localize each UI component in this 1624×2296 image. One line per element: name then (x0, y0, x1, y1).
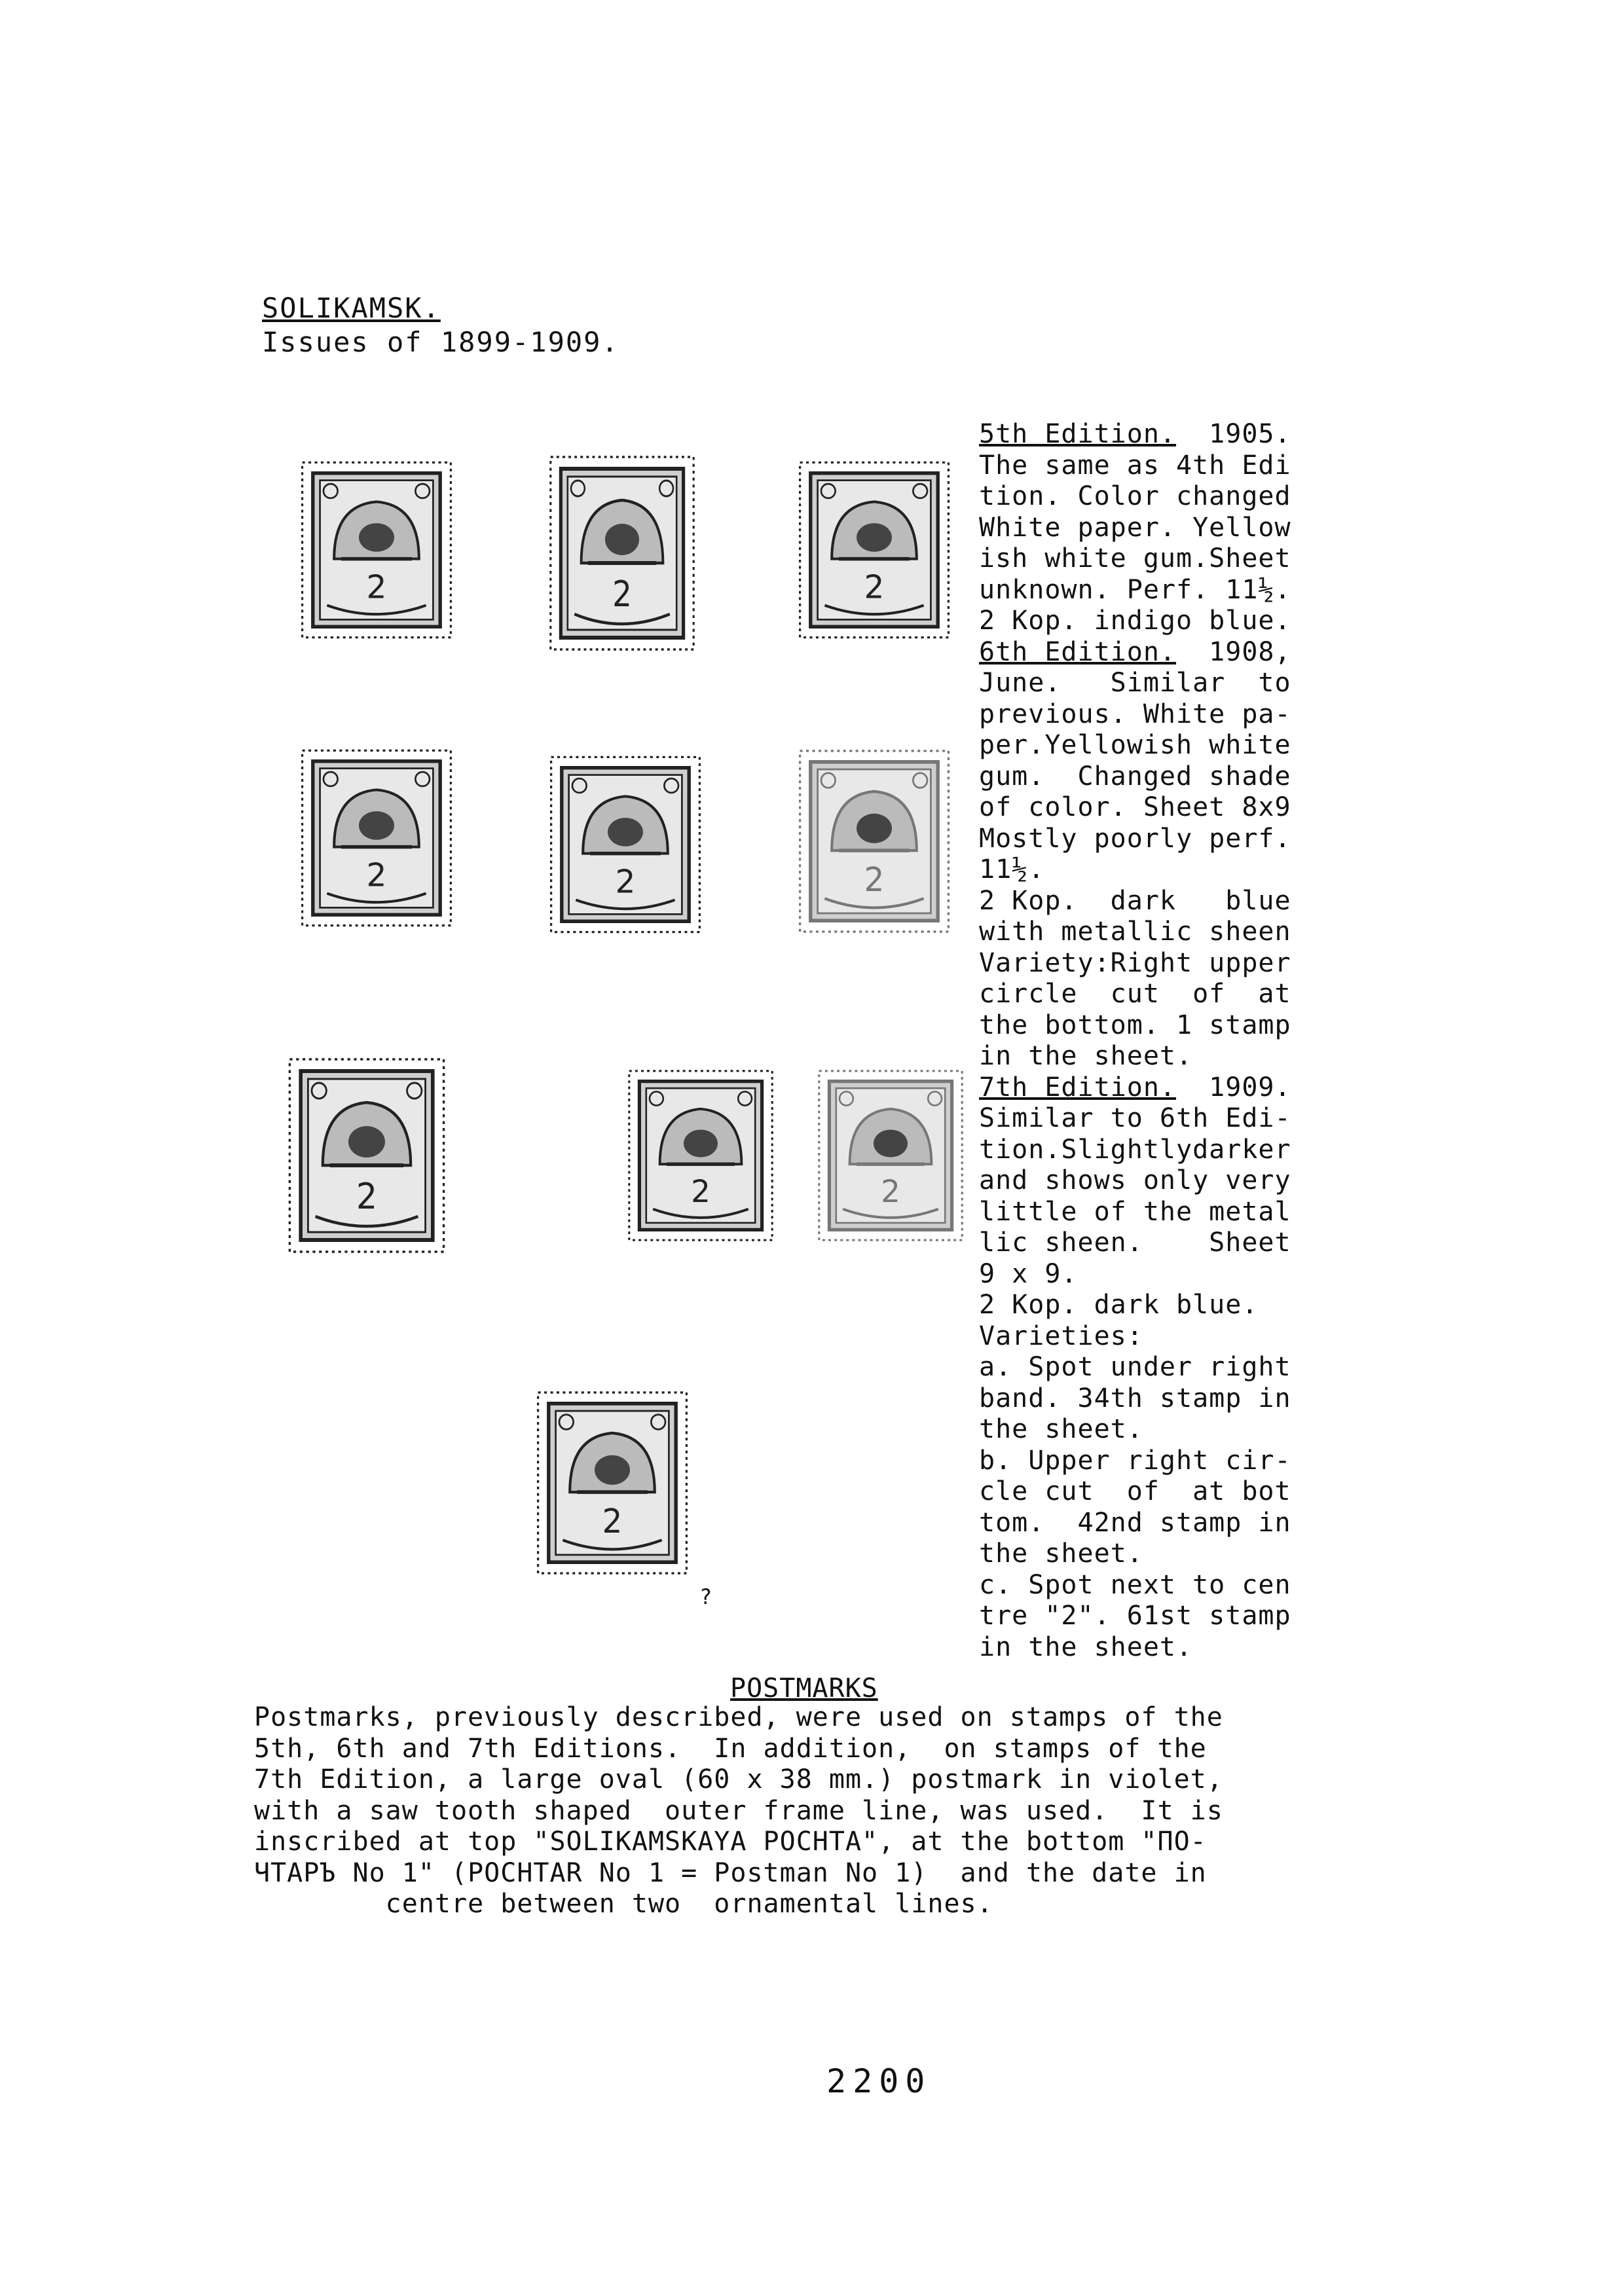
edition-line: gum. Changed shade (979, 761, 1291, 792)
edition-line: tion. Color changed (979, 481, 1291, 511)
postmarks-paragraph (254, 1702, 1367, 1920)
stamp-8-image (616, 1061, 786, 1250)
stamp-1-image (288, 452, 465, 648)
edition-line: tre "2". 61st stamp (979, 1601, 1291, 1631)
edition-line: cle cut of at bot (979, 1476, 1291, 1506)
svg-text:2: 2 (356, 1176, 378, 1218)
edition-line: c. Spot next to cen (979, 1569, 1291, 1600)
edition-line: 2 Kop. dark blue (979, 885, 1291, 916)
edition-line: in the sheet. (979, 1041, 1193, 1071)
edition-line: little of the metal (979, 1196, 1291, 1227)
stamp-6-image (786, 740, 963, 943)
edition-line: 2 Kop. indigo blue. (979, 606, 1291, 636)
edition-line: tion.Slightlydarker (979, 1134, 1291, 1165)
stamp-7-image (275, 1048, 458, 1264)
stamp-5-image (537, 746, 714, 943)
edition-line: ish white gum.Sheet (979, 543, 1291, 574)
stamp-2-image (537, 445, 707, 661)
edition-line: band. 34th stamp in (979, 1383, 1291, 1413)
edition-line: the bottom. 1 stamp (979, 1010, 1291, 1040)
stamp-10-image (524, 1381, 701, 1584)
svg-text:2: 2 (366, 568, 387, 606)
edition-line: Varieties: (979, 1321, 1143, 1351)
edition-line: Variety:Right upper (979, 947, 1291, 978)
postmarks-line: 5th, 6th and 7th Editions. In addition, on stamps of the (254, 1733, 1207, 1764)
postmarks-line: with a saw tooth shaped outer frame line, was used. It is (254, 1795, 1223, 1826)
edition-line: tom. 42nd stamp in (979, 1507, 1291, 1538)
edition-line: previous. White pa- (979, 699, 1291, 729)
svg-text:2: 2 (881, 1173, 900, 1211)
svg-text:2: 2 (864, 860, 885, 900)
page-title: SOLIKAMSK. (262, 292, 441, 324)
edition-line: b. Upper right cir- (979, 1445, 1291, 1476)
edition-line: 6th Edition. 1908, (979, 636, 1291, 667)
edition-line: a. Spot under right (979, 1352, 1291, 1382)
edition-line: of color. Sheet 8x9 (979, 792, 1291, 822)
page-number: 2200 (826, 2062, 932, 2100)
postmarks-line: inscribed at top "SOLIKAMSKAYA POCHTA", at the bottom "ПО- (254, 1827, 1207, 1857)
edition-line: the sheet. (979, 1414, 1143, 1444)
page-subtitle: Issues of 1899-1909. (262, 326, 619, 358)
postmarks-heading: POSTMARKS (730, 1673, 878, 1704)
svg-text:2: 2 (864, 568, 885, 606)
stamp-9-image (805, 1061, 976, 1250)
svg-text:2: 2 (612, 573, 632, 615)
edition-line: per.Yellowish white (979, 730, 1291, 760)
svg-text:2: 2 (691, 1173, 710, 1211)
edition-line: circle cut of at (979, 979, 1291, 1009)
edition-line: 7th Edition. 1909. (979, 1072, 1291, 1102)
edition-line: Mostly poorly perf. (979, 823, 1291, 854)
postmarks-line: ЧТАРЪ No 1" (POCHTAR No 1 = Postman No 1) and the date in (254, 1857, 1207, 1888)
edition-line: with metallic sheen (979, 917, 1291, 947)
edition-line: Similar to 6th Edi- (979, 1103, 1291, 1133)
edition-line: lic sheen. Sheet (979, 1228, 1291, 1258)
edition-line: unknown. Perf. 11½. (979, 574, 1291, 605)
edition-line: in the sheet. (979, 1631, 1193, 1662)
svg-text:2: 2 (615, 863, 636, 901)
edition-line: and shows only very (979, 1165, 1291, 1195)
edition-line: 9 x 9. (979, 1258, 1078, 1289)
edition-line: 11½. (979, 854, 1045, 884)
stamp-question-mark: ? (699, 1584, 712, 1609)
stamp-4-image (288, 740, 465, 936)
edition-line: White paper. Yellow (979, 512, 1291, 543)
edition-line: the sheet. (979, 1539, 1143, 1569)
edition-line: 5th Edition. 1905. (979, 419, 1291, 449)
stamp-3-image (786, 452, 963, 648)
svg-text:2: 2 (366, 856, 387, 894)
svg-text:2: 2 (602, 1502, 623, 1541)
postmarks-line: Postmarks, previously described, were used on stamps of the (254, 1702, 1223, 1732)
edition-line: 2 Kop. dark blue. (979, 1290, 1259, 1320)
postmarks-line: 7th Edition, a large oval (60 x 38 mm.) postmark in violet, (254, 1764, 1223, 1795)
edition-line: The same as 4th Edi (979, 450, 1291, 481)
editions-description (979, 419, 1346, 1663)
heading (262, 291, 619, 359)
edition-line: June. Similar to (979, 668, 1291, 698)
postmarks-line: centre between two ornamental lines. (254, 1889, 993, 1919)
